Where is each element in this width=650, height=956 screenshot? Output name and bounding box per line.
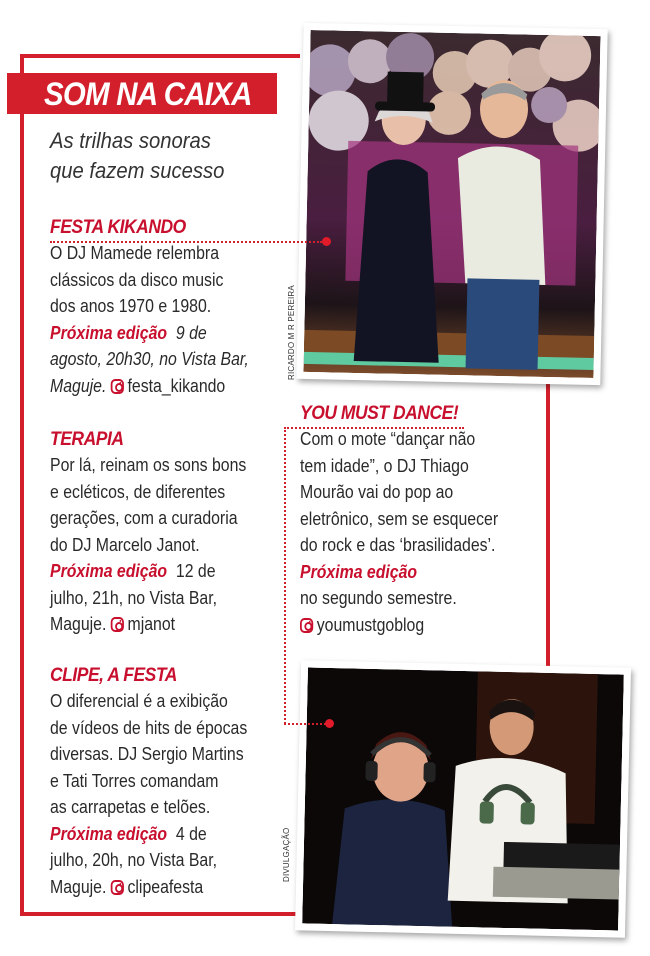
section-body bbox=[50, 688, 300, 900]
section-body bbox=[50, 452, 300, 638]
next-edition-details: julho, 21h, no Vista Bar, bbox=[50, 587, 218, 608]
body-line: tem idade”, o DJ Thiago bbox=[300, 455, 469, 476]
photo-credit-1: RICARDO M R PEREIRA bbox=[287, 285, 296, 380]
instagram-icon bbox=[111, 880, 124, 895]
section-body bbox=[300, 426, 550, 638]
next-edition-location: Maguje. bbox=[50, 614, 107, 634]
section-title: FESTA KIKANDO bbox=[50, 217, 186, 238]
connector-dot bbox=[325, 719, 334, 728]
instagram-icon bbox=[111, 617, 124, 632]
body-line: Por lá, reinam os sons bons bbox=[50, 455, 247, 475]
body-line: dos anos 1970 e 1980. bbox=[50, 296, 212, 316]
body-line: e ecléticos, de diferentes bbox=[50, 481, 226, 502]
photo-festa-kikando bbox=[296, 23, 607, 385]
section-you-must-dance bbox=[300, 402, 550, 638]
body-line: e Tati Torres comandam bbox=[50, 770, 219, 791]
next-edition-date: 9 de bbox=[175, 322, 207, 343]
next-edition-label: Próxima edição bbox=[50, 823, 168, 844]
next-edition-location: Maguje. bbox=[50, 876, 107, 897]
body-line: do DJ Marcelo Janot. bbox=[50, 534, 200, 555]
instagram-handle[interactable]: clipeafesta bbox=[127, 876, 204, 897]
body-line: diversas. DJ Sergio Martins bbox=[50, 744, 244, 764]
next-edition-label: Próxima edição bbox=[50, 322, 168, 343]
next-edition-date: 4 de bbox=[175, 823, 207, 844]
section-terapia bbox=[50, 428, 300, 638]
instagram-handle[interactable]: festa_kikando bbox=[127, 375, 226, 396]
next-edition-date: 12 de bbox=[175, 561, 216, 581]
section-title: YOU MUST DANCE! bbox=[300, 403, 459, 424]
section-title: TERAPIA bbox=[50, 429, 124, 450]
section-clipe-a-festa bbox=[50, 664, 300, 900]
next-edition-details: agosto, 20h30, no Vista Bar, bbox=[50, 349, 249, 369]
body-line: as carrapetas e telões. bbox=[50, 797, 211, 817]
body-line: clássicos da disco music bbox=[50, 269, 224, 290]
dj-photo-illustration bbox=[302, 667, 624, 930]
instagram-icon bbox=[111, 379, 124, 394]
body-line: gerações, com a curadoria bbox=[50, 508, 238, 528]
page-subtitle bbox=[50, 126, 224, 186]
party-photo-illustration bbox=[303, 30, 600, 378]
subtitle-line-1: As trilhas sonoras bbox=[50, 128, 211, 153]
next-edition-label: Próxima edição bbox=[50, 561, 168, 581]
instagram-handle[interactable]: mjanot bbox=[127, 614, 176, 634]
section-festa-kikando bbox=[50, 216, 300, 399]
body-line: eletrônico, sem se esquecer bbox=[300, 508, 499, 529]
body-line: Com o mote “dançar não bbox=[300, 429, 476, 449]
frame-bottom-line bbox=[20, 912, 300, 916]
section-body bbox=[50, 240, 300, 399]
photo-clipe-a-festa bbox=[295, 660, 631, 937]
section-title: CLIPE, A FESTA bbox=[50, 665, 177, 686]
body-line: de vídeos de hits de épocas bbox=[50, 717, 248, 738]
next-edition-location: Maguje. bbox=[50, 375, 107, 396]
next-edition-details: no segundo semestre. bbox=[300, 588, 457, 608]
subtitle-line-2: que fazem sucesso bbox=[50, 158, 225, 183]
next-edition-details: julho, 20h, no Vista Bar, bbox=[50, 850, 218, 870]
body-line: do rock e das ‘brasilidades’. bbox=[300, 535, 496, 555]
frame-left-line bbox=[20, 54, 24, 916]
photo-credit-2: DIVULGAÇÃO bbox=[282, 827, 291, 882]
instagram-handle[interactable]: youmustgoblog bbox=[316, 614, 425, 635]
next-edition-label: Próxima edição bbox=[300, 561, 418, 582]
page-title: SOM NA CAIXA bbox=[44, 76, 252, 112]
body-line: O diferencial é a exibição bbox=[50, 691, 228, 711]
body-line: Mourão vai do pop ao bbox=[300, 482, 454, 502]
frame-top-line bbox=[20, 54, 300, 58]
body-line: O DJ Mamede relembra bbox=[50, 243, 220, 263]
photo-image bbox=[303, 30, 600, 378]
instagram-icon bbox=[300, 618, 313, 633]
connector-dot bbox=[322, 237, 331, 246]
photo-image bbox=[302, 667, 624, 930]
